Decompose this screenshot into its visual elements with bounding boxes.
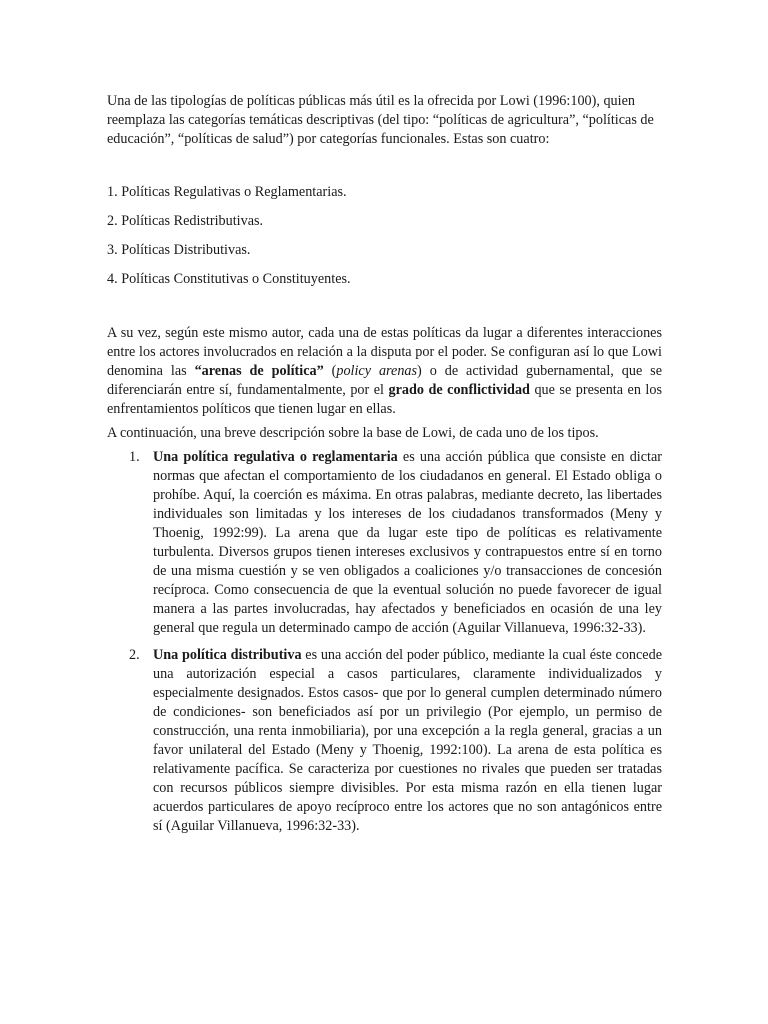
description-text: es una acción pública que consiste en dictar normas que afectan el comportamiento de los ciudadanos en general. El Estado obliga o prohíbe. Aquí, la coerción es máxima. En otras palabras, mediante decreto, las libertades individuales son limitadas y los intereses de los ciudadanos transformados (Meny y Thoenig, 1992:99). La arena que da lugar este tipo de políticas es relativamente turbulenta. Diversos grupos tienen intereses exclusivos y contrapuestos entre sí en torno de una misma cuestión y se ven obligados a coaliciones y/o transacciones de concesión recíproca. Como consecuencia de que la eventual solución no puede favorecer de igual manera a las partes involucradas, hay afectados y beneficiados en ocasión de una ley general que regula un determinado campo de acción (Aguilar Villanueva, 1996:32-33). <box>153 449 662 636</box>
continuation-paragraph: A continuación, una breve descripción sobre la base de Lowi, de cada uno de los tipos. <box>107 425 599 441</box>
list-number: 1. <box>129 449 140 465</box>
list-number: 2. <box>129 647 140 663</box>
list-item: 2. Políticas Redistributivas. <box>107 213 264 229</box>
descriptions-list <box>107 448 662 836</box>
italic-term-policy-arenas: policy arenas <box>336 363 418 379</box>
description-item-regulativa <box>107 448 662 638</box>
list-item: 3. Políticas Distributivas. <box>107 242 251 258</box>
arenas-paragraph <box>107 324 662 419</box>
description-term: Una política regulativa o reglamentaria <box>153 449 398 465</box>
intro-paragraph: Una de las tipologías de políticas públicas más útil es la ofrecida por Lowi (1996:100), quien reemplaza las categorías temáticas descriptivas (del tipo: “políticas de agricultura”, “políticas de educación”, “políticas de salud”) por categorías funcionales. Estas son cuatro: <box>107 93 654 147</box>
text-segment: A su vez, según este mismo autor, cada una de estas políticas da lugar a diferentes interacciones entre los actores involucrados en relación a la disputa por el poder. Se configuran así lo que Lowi denomina las <box>107 325 662 379</box>
bold-term-arenas: “arenas de política” <box>194 363 324 379</box>
description-item-distributiva <box>107 646 662 836</box>
document-page <box>107 92 662 844</box>
text-segment: ( <box>323 363 337 379</box>
description-text: es una acción del poder público, mediante la cual éste concede una autorización especial a casos particulares, claramente individualizados y especialmente designados. Estos casos- que por lo general cumplen determinado número de condiciones- son beneficiados así por un privilegio (Por ejemplo, un permiso de construcción, una renta inmobiliaria), por una excepción a la regla general, gracias a un favor unilateral del Estado (Meny y Thoenig, 1992:100). La arena de esta política es relativamente pacífica. Se caracteriza por cuestiones no rivales que pueden ser tratadas con recursos públicos siempre divisibles. Por esta misma razón en ella tienen lugar acuerdos particulares de apoyo recíproco entre los actores que no son antagónicos entre sí (Aguilar Villanueva, 1996:32-33). <box>153 647 662 834</box>
description-term: Una política distributiva <box>153 647 302 663</box>
text-segment: ) o de actividad gubernamental, que se diferenciarán entre sí, fundamentalmente, por el <box>107 363 662 398</box>
list-item: 1. Políticas Regulativas o Reglamentarias. <box>107 184 347 200</box>
policy-types-list <box>107 183 662 289</box>
text-segment: que se presenta en los enfrentamientos políticos que tienen lugar en ellas. <box>107 382 662 417</box>
bold-term-conflictividad: grado de conflictividad <box>388 382 530 398</box>
list-item: 4. Políticas Constitutivas o Constituyentes. <box>107 271 351 287</box>
